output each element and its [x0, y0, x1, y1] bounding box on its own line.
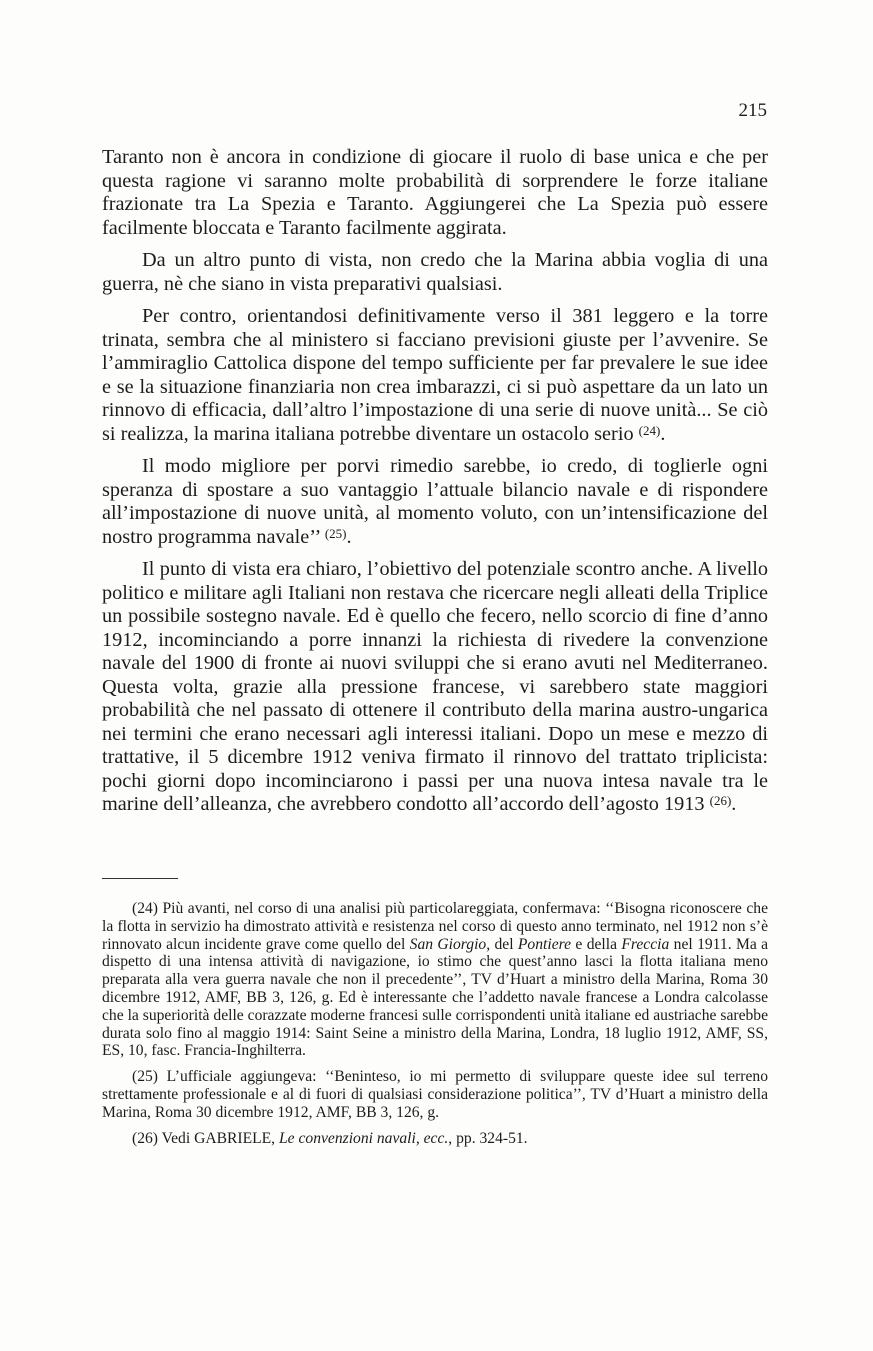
- paragraph-3-text: Per contro, orientandosi definitivamente verso il 381 leggero e la torre trinata, sembra che al ministero si facciano previsioni giuste per l’avvenire. Se l’ammiraglio Cattolica dispone del tempo sufficiente per far prevalere le sue idee e se la situazione finanziaria non crea imbarazzi, ci si può aspettare da un lato un rinnovo di efficacia, dall’altro l’impostazione di una serie di nuove unità... Se ciò si realizza, la marina italiana potrebbe diventare un ostacolo serio: [102, 305, 768, 445]
- footnote-ref-26: (26): [709, 793, 732, 808]
- footnote-24-text-a: (24) Più avanti, nel corso di una analisi più particolareggiata, confermava: ‘‘Bisogna riconoscere che la flotta in servizio ha dimostrato attività e resistenza nel corso di questo anno terminato, nel 1912 non s’è rinnovato alcun incidente grave come quello del: [102, 900, 768, 953]
- footnote-ref-25: (25): [324, 525, 347, 541]
- footnote-ref-24: (24): [638, 422, 661, 438]
- footnote-24-ship-3: Freccia: [621, 935, 670, 953]
- footnote-26-text-a: (26) Vedi GABRIELE,: [132, 1129, 276, 1147]
- footnote-24-ship-1: San Giorgio: [409, 935, 487, 953]
- footnote-24-text-d: nel 1911. Ma a dispetto di una intensa attività di navigazione, io stimo che quest’anno lasci la flotta italiana meno preparata alla vera guerra navale che non il precedente’’, TV d’Huart a ministro della Marina, Roma 30 dicembre 1912, AMF, BB 3, 126, g. Ed è interessante che l’addetto navale francese a Londra calcolasse che la superiorità delle corazzate moderne francesi sulle corrispondenti unità italiane ed austriache sarebbe durata solo fino al maggio 1914: Saint Seine a ministro della Marina, Londra, 18 luglio 1912, AMF, SS, ES, 10, fasc. Francia-Inghilterra.: [102, 935, 769, 1060]
- paragraph-1: Taranto non è ancora in condizione di giocare il ruolo di base unica e che per questa ragione vi saranno molte probabilità di sorprendere le forze italiane frazionate tra La Spezia e Taranto. Aggiungerei che La Spezia può essere facilmente bloccata e Taranto facilmente aggirata.: [102, 146, 768, 239]
- footnote-24: [102, 900, 768, 1060]
- paragraph-3-end: .: [660, 422, 666, 445]
- footnotes: [102, 900, 768, 1155]
- page-number: 215: [738, 100, 767, 121]
- footnote-24-ship-2: Pontiere: [517, 935, 572, 953]
- footnote-24-text-c: e della: [575, 935, 617, 953]
- paragraph-5-text: Il punto di vista era chiaro, l’obiettivo del potenziale scontro anche. A livello politico e militare agli Italiani non restava che ricercare negli alleati della Triplice un possibile sostegno navale. Ed è quello che fecero, nello scorcio di fine d’anno 1912, incominciando a porre innanzi la richiesta di rivedere la convenzione navale del 1900 di fronte ai nuovi sviluppi che si erano avuti nel Mediterraneo. Questa volta, grazie alla pressione francese, vi sarebbero state maggiori probabilità che nel passato di ottenere il contributo della marina austro-ungarica nei termini che erano necessari agli interessi italiani. Dopo un mese e mezzo di trattative, il 5 dicembre 1912 veniva firmato il rinnovo del trattato triplicista: pochi giorni dopo incominciarono i passi per una nuova intesa navale tra le marine dell’alleanza, che avrebbero condotto all’accordo dell’agosto 1913: [102, 558, 768, 815]
- footnote-26: [102, 1130, 768, 1148]
- paragraph-3: [102, 305, 768, 446]
- paragraph-4-text: Il modo migliore per porvi rimedio sarebbe, io credo, di toglierle ogni speranza di spostare a suo vantaggio l’attuale bilancio navale e di rispondere all’impostazione di nuove unità, al momento voluto, con un’intensificazione del nostro programma navale’’: [102, 455, 768, 548]
- main-text: [102, 146, 768, 826]
- footnote-25: (25) L’ufficiale aggiungeva: ‘‘Beninteso, io mi permetto di sviluppare queste idee sul terreno strettamente professionale e al di fuori di qualsiasi considerazione politica’’, TV d’Huart a ministro della Marina, Roma 30 dicembre 1912, AMF, BB 3, 126, g.: [102, 1068, 768, 1121]
- footnote-separator: [102, 878, 178, 879]
- paragraph-2: Da un altro punto di vista, non credo che la Marina abbia voglia di una guerra, nè che siano in vista preparativi qualsiasi.: [102, 249, 768, 295]
- paragraph-4-end: .: [346, 525, 352, 548]
- paragraph-4: [102, 455, 768, 549]
- paragraph-5-end: .: [731, 793, 737, 815]
- footnote-26-title: Le convenzioni navali, ecc.: [278, 1129, 449, 1147]
- paragraph-5: [102, 558, 768, 817]
- footnote-26-text-b: , pp. 324-51.: [448, 1129, 528, 1147]
- footnote-24-text-b: , del: [486, 935, 514, 953]
